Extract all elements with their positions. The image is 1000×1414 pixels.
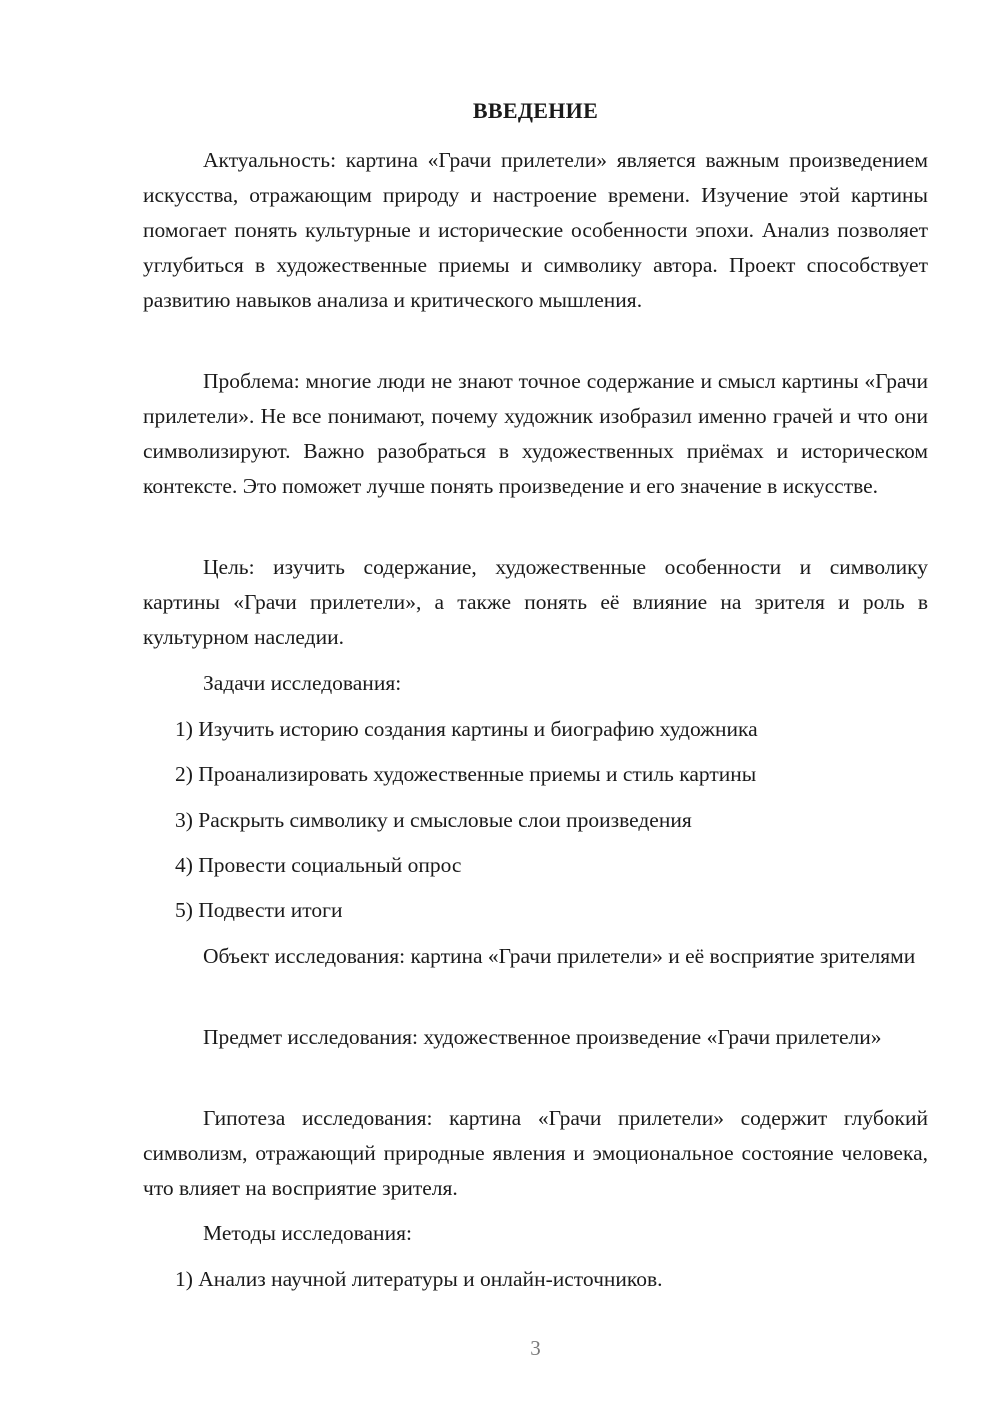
task-item: 1) Изучить историю создания картины и биографию художника	[175, 717, 758, 741]
task-item: 2) Проанализировать художественные приемы и стиль картины	[175, 762, 757, 786]
page-number: 3	[530, 1336, 541, 1360]
subject-paragraph: Предмет исследования: художественное произведение «Грачи прилетели»	[203, 1025, 882, 1049]
task-item: 4) Провести социальный опрос	[175, 853, 462, 877]
method-item: 1) Анализ научной литературы и онлайн-источников.	[175, 1267, 663, 1291]
task-item: 3) Раскрыть символику и смысловые слои произведения	[175, 808, 692, 832]
goal-paragraph: Цель: изучить содержание, художественные особенности и символику картины «Грачи прилетели», а также понять её влияние на зрителя и роль в культурном наследии.	[143, 555, 928, 649]
task-item: 5) Подвести итоги	[175, 898, 343, 922]
methods-label: Методы исследования:	[203, 1221, 412, 1245]
object-paragraph: Объект исследования: картина «Грачи прилетели» и её восприятие зрителями	[203, 944, 916, 968]
relevance-paragraph: Актуальность: картина «Грачи прилетели» является важным произведением искусства, отражающим природу и настроение времени. Изучение этой картины помогает понять культурные и исторические особенности эпохи. Анализ позволяет углубиться в художественные приемы и символику автора. Проект способствует развитию навыков анализа и критического мышления.	[143, 148, 928, 312]
tasks-label: Задачи исследования:	[203, 671, 402, 695]
page-title: ВВЕДЕНИЕ	[472, 98, 599, 123]
hypothesis-paragraph: Гипотеза исследования: картина «Грачи прилетели» содержит глубокий символизм, отражающий природные явления и эмоциональное состояние человека, что влияет на восприятие зрителя.	[143, 1106, 928, 1200]
problem-paragraph: Проблема: многие люди не знают точное содержание и смысл картины «Грачи прилетели». Не все понимают, почему художник изобразил именно грачей и что они символизируют. Важно разобраться в художественных приёмах и историческом контексте. Это поможет лучше понять произведение и его значение в искусстве.	[143, 369, 928, 498]
